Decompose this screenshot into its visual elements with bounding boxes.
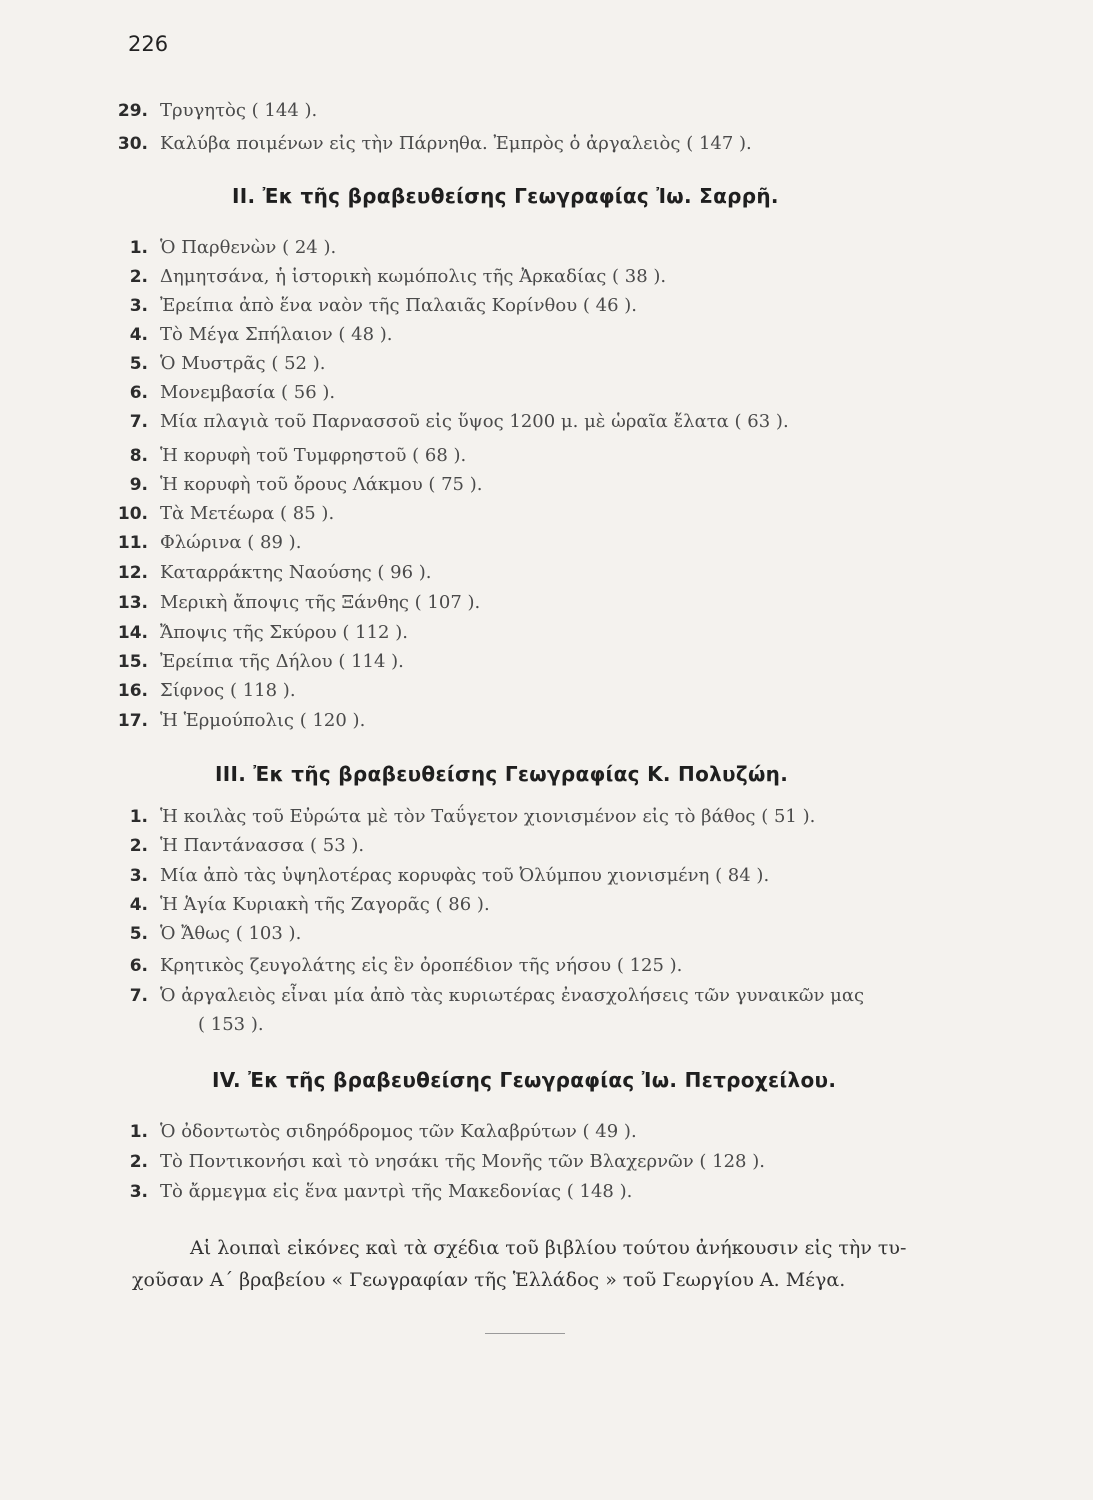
item-number: 11.	[117, 533, 148, 553]
item-text: Κρητικὸς ζευγολάτης εἰς ἓν ὀροπέδιον τῆς νήσου ( 125 ).	[160, 955, 683, 976]
divider	[485, 1333, 565, 1334]
item-number: 1.	[129, 238, 148, 258]
item-text: Μερικὴ ἄποψις τῆς Ξάνθης ( 107 ).	[160, 592, 481, 613]
item-text: Ἡ κοιλὰς τοῦ Εὐρώτα μὲ τὸν Ταΰγετον χιονισμένον εἰς τὸ βάθος ( 51 ).	[160, 806, 816, 827]
item-number: 10.	[117, 504, 148, 524]
item-number: 13.	[117, 593, 148, 613]
section-title-iii: III. Ἐκ τῆς βραβευθείσης Γεωγραφίας Κ. Πολυζώη.	[215, 762, 789, 786]
item-number: 5.	[129, 924, 148, 944]
item-number: 30.	[117, 134, 148, 154]
item-number: 7.	[129, 986, 148, 1006]
item-text: Δημητσάνα, ἡ ἱστορικὴ κωμόπολις τῆς Ἀρκαδίας ( 38 ).	[160, 266, 667, 287]
item-number: 9.	[129, 475, 148, 495]
page-number: 226	[128, 32, 169, 56]
item-number: 15.	[117, 652, 148, 672]
item-number: 16.	[117, 681, 148, 701]
item-text: Ἡ κορυφὴ τοῦ ὄρους Λάκμου ( 75 ).	[160, 474, 483, 495]
item-text: Ἡ κορυφὴ τοῦ Τυμφρηστοῦ ( 68 ).	[160, 445, 467, 466]
item-number: 6.	[129, 383, 148, 403]
item-text: Ἡ Ἁγία Κυριακὴ τῆς Ζαγορᾶς ( 86 ).	[160, 894, 490, 915]
item-number: 2.	[129, 1152, 148, 1172]
item-text: Τὰ Μετέωρα ( 85 ).	[160, 503, 335, 524]
item-text: Ὁ ἀργαλειὸς εἶναι μία ἀπὸ τὰς κυριωτέρας ἐνασχολήσεις τῶν γυναικῶν μας	[160, 985, 865, 1006]
item-text: Τὸ Μέγα Σπήλαιον ( 48 ).	[160, 324, 393, 345]
item-text: Ἐρείπια τῆς Δήλου ( 114 ).	[160, 651, 404, 672]
item-text: Ἡ Ἑρμούπολις ( 120 ).	[160, 710, 366, 731]
item-text: Σίφνος ( 118 ).	[160, 680, 296, 701]
item-number: 6.	[129, 956, 148, 976]
item-text: Καλύβα ποιμένων εἰς τὴν Πάρνηθα. Ἐμπρὸς ὁ ἀργαλειὸς ( 147 ).	[160, 133, 752, 154]
section-title-ii: II. Ἐκ τῆς βραβευθείσης Γεωγραφίας Ἰω. Σαρρῆ.	[232, 184, 779, 208]
item-text: Καταρράκτης Ναούσης ( 96 ).	[160, 562, 432, 583]
item-number: 4.	[129, 325, 148, 345]
item-text: Ἡ Παντάνασσα ( 53 ).	[160, 835, 365, 856]
closing-note-line-2: χοῦσαν Α΄ βραβείου « Γεωγραφίαν τῆς Ἑλλάδος » τοῦ Γεωργίου Α. Μέγα.	[132, 1269, 846, 1291]
item-number: 3.	[129, 296, 148, 316]
item-number: 7.	[129, 412, 148, 432]
item-number: 12.	[117, 563, 148, 583]
item-number: 14.	[117, 623, 148, 643]
item-number: 8.	[129, 446, 148, 466]
item-text-continuation: ( 153 ).	[198, 1014, 264, 1035]
item-text: Ἄποψις τῆς Σκύρου ( 112 ).	[160, 622, 408, 643]
closing-note-line-1: Αἱ λοιπαὶ εἰκόνες καὶ τὰ σχέδια τοῦ βιβλίου τούτου ἀνήκουσιν εἰς τὴν τυ-	[190, 1237, 907, 1259]
item-text: Μία πλαγιὰ τοῦ Παρνασσοῦ εἰς ὕψος 1200 μ. μὲ ὡραῖα ἔλατα ( 63 ).	[160, 411, 789, 432]
item-number: 5.	[129, 354, 148, 374]
item-number: 2.	[129, 836, 148, 856]
item-number: 29.	[117, 101, 148, 121]
item-text: Ἐρείπια ἀπὸ ἕνα ναὸν τῆς Παλαιᾶς Κορίνθου ( 46 ).	[160, 295, 637, 316]
item-text: Τὸ ἄρμεγμα εἰς ἕνα μαντρὶ τῆς Μακεδονίας ( 148 ).	[160, 1181, 633, 1202]
item-number: 4.	[129, 895, 148, 915]
item-text: Ὁ Παρθενὼν ( 24 ).	[160, 237, 337, 258]
item-number: 1.	[129, 1122, 148, 1142]
item-number: 1.	[129, 807, 148, 827]
item-text: Ὁ Μυστρᾶς ( 52 ).	[160, 353, 326, 374]
item-text: Τρυγητὸς ( 144 ).	[160, 100, 318, 121]
item-number: 2.	[129, 267, 148, 287]
item-number: 17.	[117, 711, 148, 731]
section-title-iv: IV. Ἐκ τῆς βραβευθείσης Γεωγραφίας Ἰω. Πετροχείλου.	[212, 1068, 837, 1092]
item-number: 3.	[129, 1182, 148, 1202]
item-text: Ὁ Ἄθως ( 103 ).	[160, 923, 302, 944]
item-text: Μία ἀπὸ τὰς ὑψηλοτέρας κορυφὰς τοῦ Ὀλύμπου χιονισμένη ( 84 ).	[160, 865, 770, 886]
item-text: Τὸ Ποντικονήσι καὶ τὸ νησάκι τῆς Μονῆς τῶν Βλαχερνῶν ( 128 ).	[160, 1151, 765, 1172]
item-text: Ὁ ὀδοντωτὸς σιδηρόδρομος τῶν Καλαβρύτων ( 49 ).	[160, 1121, 637, 1142]
item-number: 3.	[129, 866, 148, 886]
item-text: Φλώρινα ( 89 ).	[160, 532, 302, 553]
item-text: Μονεμβασία ( 56 ).	[160, 382, 336, 403]
